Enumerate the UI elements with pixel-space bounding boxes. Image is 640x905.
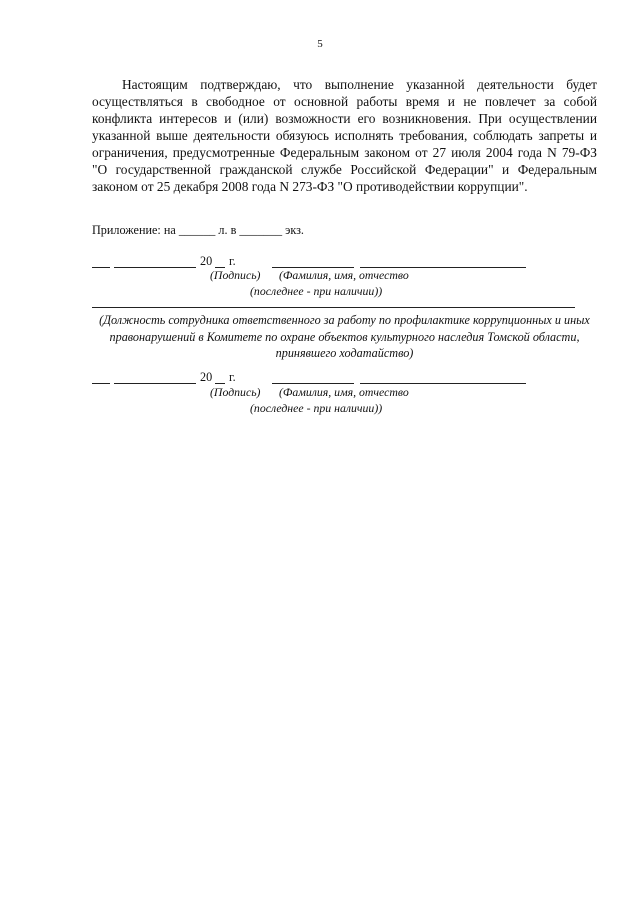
page-number: 5 <box>317 38 323 50</box>
name-blank <box>360 383 526 384</box>
year-prefix: 20 <box>200 370 213 384</box>
signature-line-2 <box>92 372 597 386</box>
year-suffix: г. <box>229 254 236 268</box>
signature-caption-1: (Подпись) <box>210 268 261 282</box>
day-blank <box>92 267 110 268</box>
signature-caption-2: (Подпись) <box>210 385 261 399</box>
official-position-rule <box>92 307 575 308</box>
month-blank <box>114 383 196 384</box>
signature-blank <box>272 383 354 384</box>
attachment-line: Приложение: на ______ л. в _______ экз. <box>92 223 304 237</box>
name-caption-1: (Фамилия, имя, отчество <box>279 268 409 282</box>
year-prefix: 20 <box>200 254 213 268</box>
confirmation-paragraph: Настоящим подтверждаю, что выполнение указанной деятельности будет осуществляться в свободное от основной работы время и не повлечет за собой конфликта интересов и (или) возможности его возникновения. При осуществлении указанной выше деятельности обязуюсь исполнять требования, соблюдать запреты и ограничения, предусмотренные Федеральным законом от 27 июля 2004 года N 79-ФЗ "О государственной гражданской службе Российской Федерации" и Федеральным законом от 25 декабря 2008 года N 273-ФЗ "О противодействии коррупции". <box>92 77 597 194</box>
day-blank <box>92 383 110 384</box>
name-caption-1-line2: (последнее - при наличии)) <box>250 284 383 298</box>
year-suffix: г. <box>229 370 236 384</box>
month-blank <box>114 267 196 268</box>
year-blank <box>215 383 225 384</box>
official-position-caption: (Должность сотрудника ответственного за работу по профилактике коррупционных и иных правонарушений в Комитете по охране объектов культурного наследия Томской области, принявшего ходатайство) <box>99 313 590 360</box>
name-caption-2: (Фамилия, имя, отчество <box>279 385 409 399</box>
name-caption-2-line2: (последнее - при наличии)) <box>250 401 383 415</box>
